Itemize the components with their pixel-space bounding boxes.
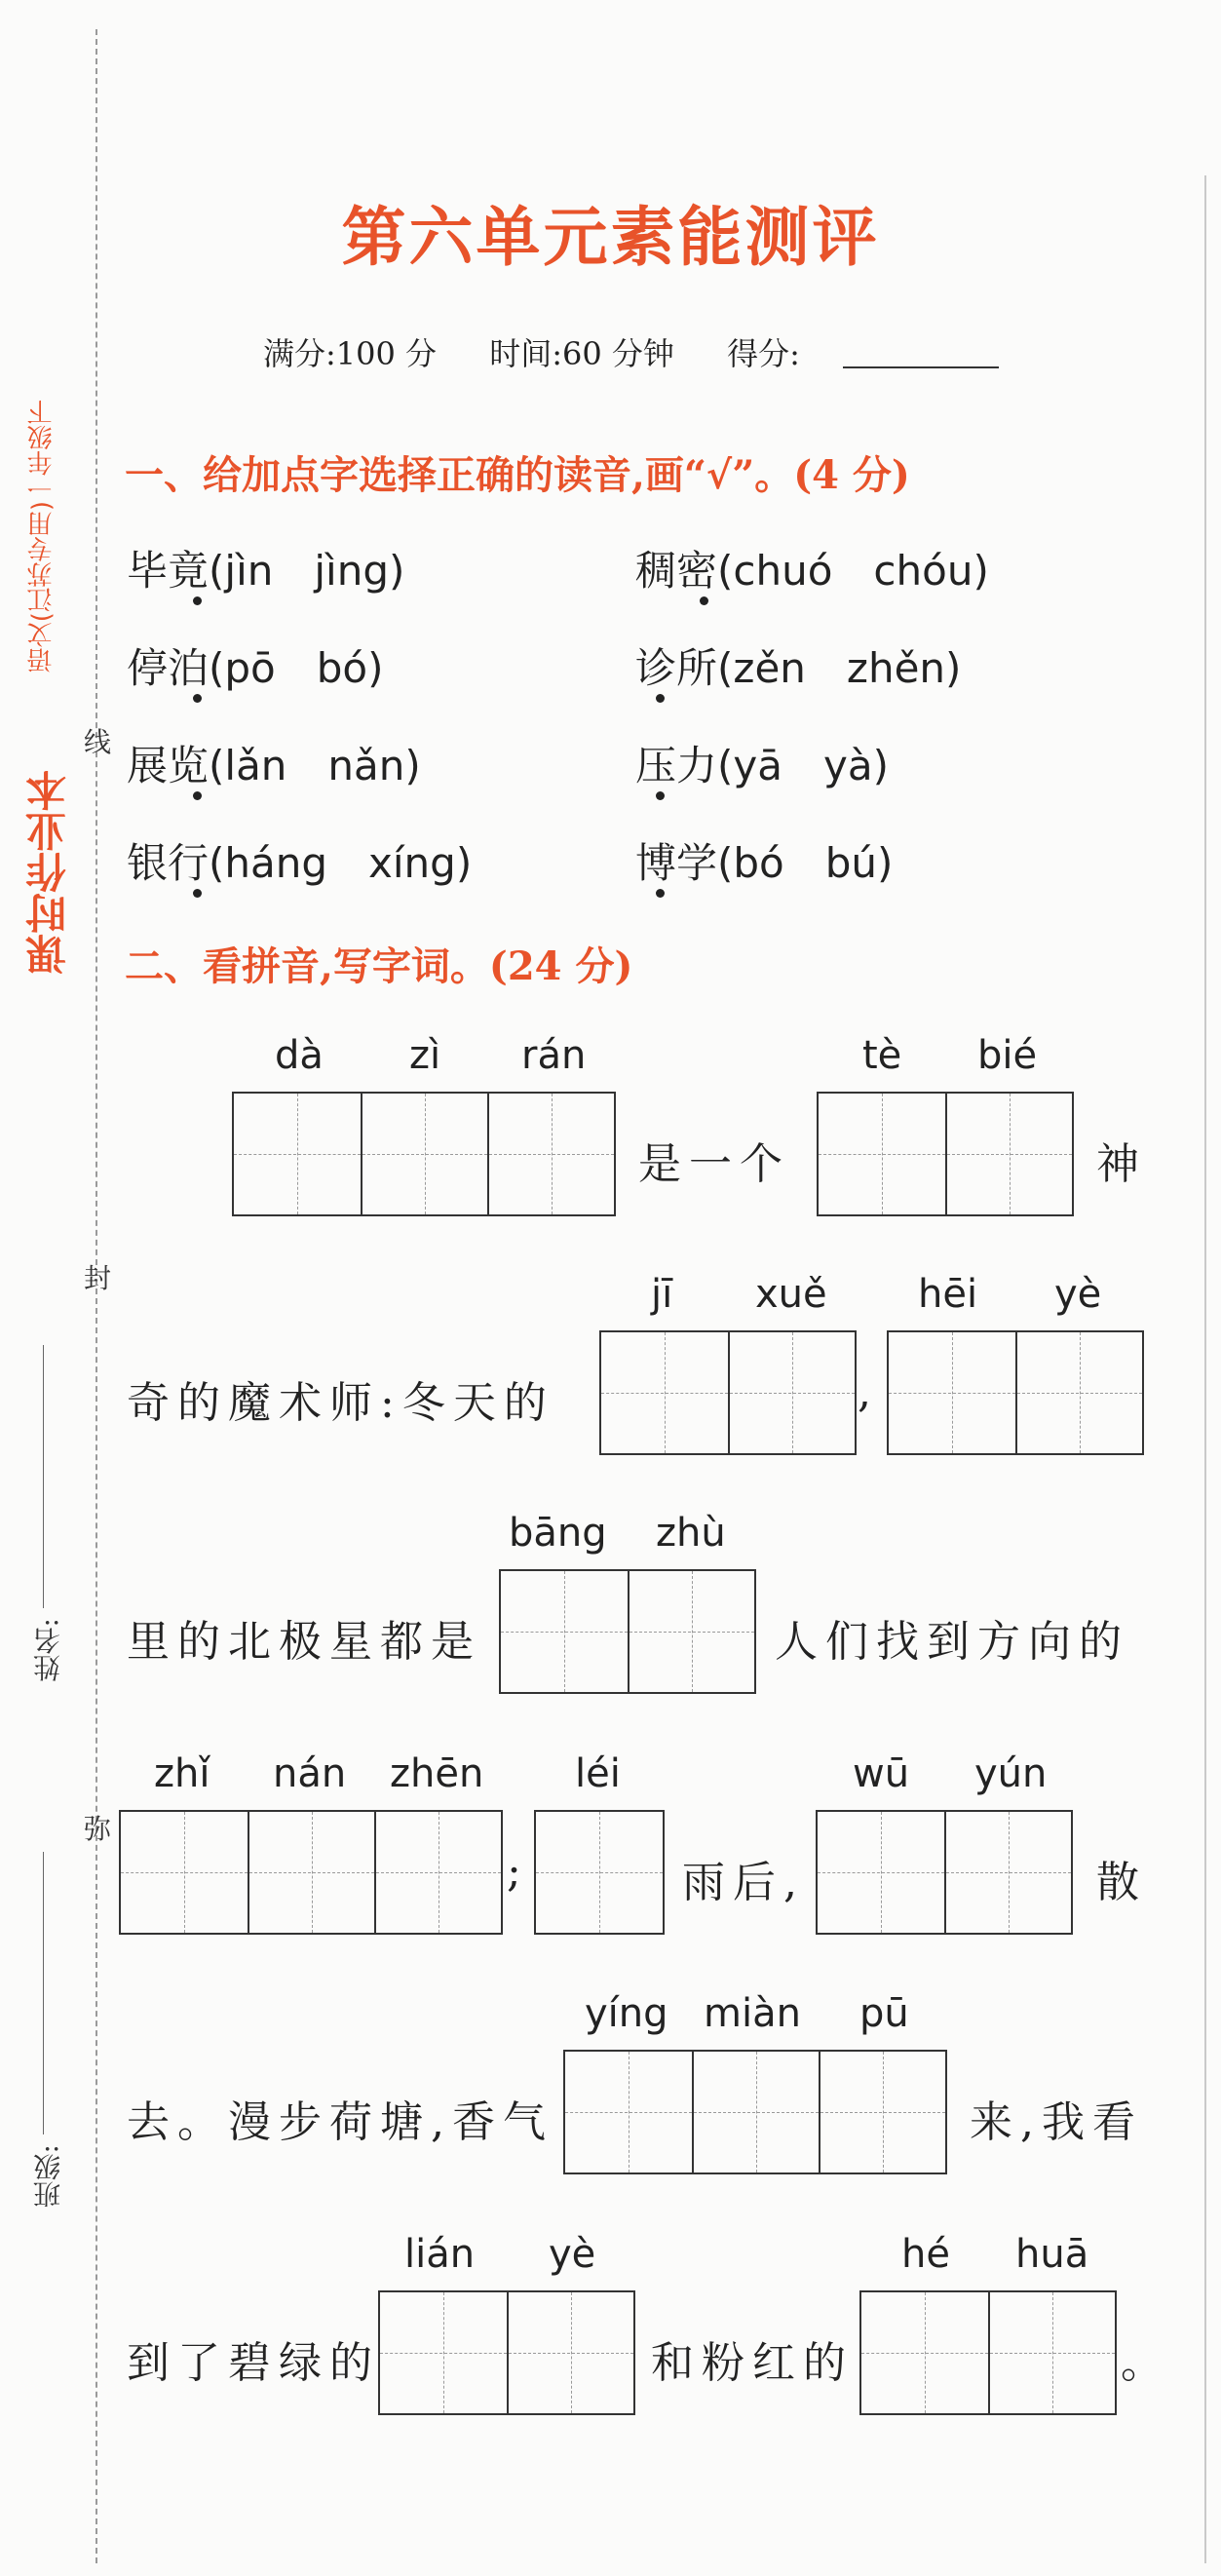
pinyin: wū — [853, 1751, 910, 1796]
emphasis-dot — [193, 791, 202, 800]
emphasis-dot — [193, 596, 202, 605]
brand-subtitle: 语文(江苏专用)一年级下 — [27, 400, 57, 673]
pinyin: bié — [977, 1033, 1038, 1078]
pinyin: jī — [651, 1272, 673, 1317]
cut-mark-seal: 封 — [84, 1262, 112, 1294]
writing-grid[interactable] — [119, 1810, 503, 1935]
pinyin: nán — [273, 1751, 347, 1796]
passage-text: 散 — [1096, 1858, 1147, 1907]
passage-text: 和粉红的 — [651, 2338, 854, 2388]
q1-item: 银行(háng xíng) — [127, 839, 473, 887]
pinyin: léi — [575, 1751, 621, 1796]
pinyin: yún — [974, 1751, 1048, 1796]
cut-mark-close: 弥 — [84, 1813, 112, 1845]
writing-grid[interactable] — [887, 1330, 1144, 1455]
pinyin: pū — [859, 1991, 909, 2036]
emphasis-dot — [656, 694, 665, 703]
name-write-line[interactable] — [43, 1345, 44, 1608]
passage-text: 神 — [1096, 1139, 1147, 1189]
score-blank[interactable] — [843, 366, 999, 368]
time-limit: 时间:60 分钟 — [489, 335, 674, 372]
pinyin: xuě — [755, 1272, 827, 1317]
class-label: 班级: — [32, 2144, 64, 2209]
pinyin: yè — [549, 2232, 596, 2277]
pinyin: rán — [521, 1033, 587, 1078]
q1-item: 稠密(chuó chóu) — [635, 547, 989, 595]
pinyin: zì — [409, 1033, 441, 1078]
pinyin: yè — [1054, 1272, 1102, 1317]
q1-item: 毕竟(jìn jìng) — [127, 547, 405, 595]
pinyin: hēi — [918, 1272, 978, 1317]
pinyin: yíng — [585, 1991, 668, 2036]
writing-grid[interactable] — [232, 1092, 616, 1216]
passage-text: 去。漫步荷塘,香气 — [127, 2097, 553, 2147]
writing-grid[interactable] — [816, 1810, 1073, 1935]
section1-heading: 一、给加点字选择正确的读音,画“√”。(4 分) — [125, 452, 910, 498]
passage-text: 奇的魔术师:冬天的 — [127, 1378, 554, 1428]
writing-grid[interactable] — [563, 2050, 947, 2174]
pinyin: zhǐ — [154, 1751, 210, 1796]
pinyin: hé — [901, 2232, 950, 2277]
passage-text: 雨后, — [682, 1858, 805, 1907]
score-label: 得分: — [727, 335, 800, 372]
writing-grid[interactable] — [378, 2290, 635, 2415]
emphasis-dot — [193, 889, 202, 898]
pinyin: bāng — [509, 1511, 607, 1556]
q1-item: 展览(lǎn nǎn) — [127, 742, 421, 789]
brand-logo: 课时作业本 — [24, 770, 72, 975]
q1-item: 停泊(pō bó) — [127, 644, 384, 692]
exam-info — [263, 329, 999, 374]
writing-grid[interactable] — [859, 2290, 1117, 2415]
writing-grid[interactable] — [534, 1810, 665, 1935]
passage-text: 里的北极星都是 — [127, 1617, 481, 1667]
passage-text: 来,我看 — [970, 2097, 1143, 2147]
q1-item: 压力(yā yà) — [635, 742, 889, 789]
emphasis-dot — [656, 889, 665, 898]
q1-item: 博学(bó bú) — [635, 839, 894, 887]
pinyin: miàn — [704, 1991, 801, 2036]
passage-text: 。 — [1121, 2338, 1171, 2388]
emphasis-dot — [656, 791, 665, 800]
page-title: 第六单元素能测评 — [341, 199, 880, 275]
passage-text: 到了碧绿的 — [127, 2338, 380, 2388]
section2-heading: 二、看拼音,写字词。(24 分) — [125, 943, 633, 989]
emphasis-dot — [700, 596, 708, 605]
page-edge-line — [1204, 175, 1206, 2563]
pinyin: tè — [862, 1033, 902, 1078]
q1-item: 诊所(zěn zhěn) — [635, 644, 962, 692]
writing-grid[interactable] — [599, 1330, 857, 1455]
writing-grid[interactable] — [817, 1092, 1074, 1216]
pinyin: dà — [275, 1033, 324, 1078]
passage-text: , — [858, 1367, 879, 1417]
class-write-line[interactable] — [43, 1852, 44, 2134]
pinyin: huā — [1015, 2232, 1089, 2277]
emphasis-dot — [193, 694, 202, 703]
writing-grid[interactable] — [499, 1569, 756, 1694]
pinyin: zhēn — [390, 1751, 484, 1796]
binding-dashed-line — [95, 29, 97, 2563]
pinyin: zhù — [656, 1511, 726, 1556]
passage-text: ; — [507, 1847, 529, 1897]
pinyin: lián — [404, 2232, 476, 2277]
passage-text: 是一个 — [638, 1139, 790, 1189]
passage-text: 人们找到方向的 — [775, 1617, 1129, 1667]
full-score: 满分:100 分 — [263, 335, 438, 372]
cut-mark-line: 线 — [84, 726, 112, 758]
name-label: 姓名: — [32, 1618, 64, 1682]
